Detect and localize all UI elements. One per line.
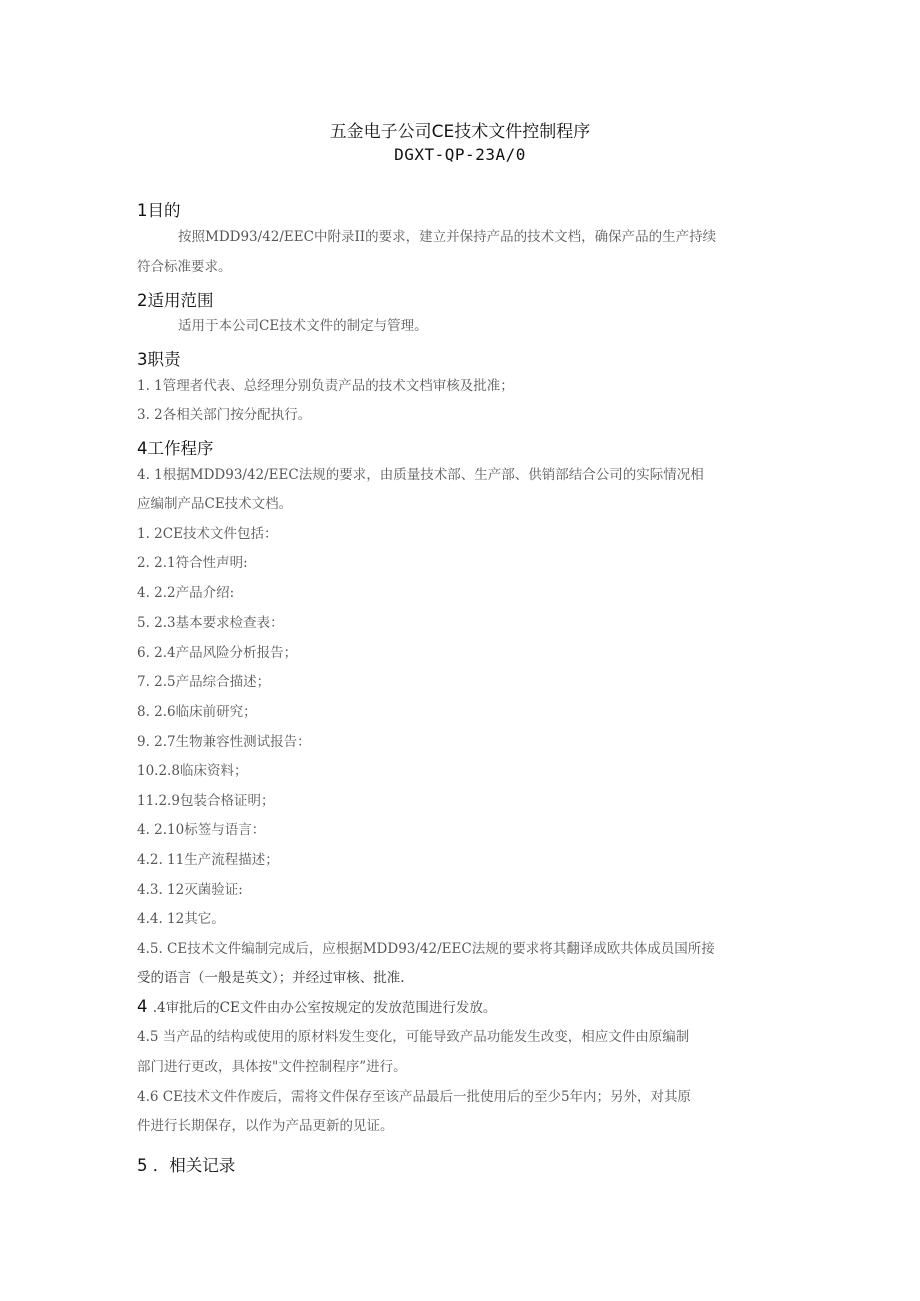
section-4-line: 7. 2.5产品综合描述； <box>137 674 271 690</box>
document-code: DGXT-QP-23A/0 <box>394 145 526 164</box>
section-4-line: 4. 2.2产品介绍: <box>137 585 235 601</box>
section-4-line: 8. 2.6临床前研究； <box>137 704 257 720</box>
section-1-heading: 1目的 <box>137 201 181 220</box>
section-4-line: 10.2.8临床资料； <box>137 763 248 779</box>
section-4-line: 受的语言（一般是英文）；并经过审核、批准. <box>137 970 405 986</box>
section-4-heading: 4工作程序 <box>137 439 214 458</box>
section-4-line: 应编制产品CE技术文档。 <box>137 496 293 512</box>
section-4-line: 9. 2.7生物兼容性测试报告： <box>137 734 311 750</box>
section-4-line: 2. 2.1符合性声明: <box>137 555 248 571</box>
section-4-line: 4.3. 12灭菌验证: <box>137 882 243 898</box>
section-3-line-2: 3. 2各相关部门按分配执行。 <box>137 407 312 423</box>
section-4-4-number: 4 <box>137 997 148 1016</box>
section-5-heading: 5 ．相关记录 <box>137 1156 236 1175</box>
document-title: 五金电子公司CE技术文件控制程序 <box>329 122 591 142</box>
section-4-line: 1. 2CE技术文件包括： <box>137 526 278 542</box>
section-4-line: 11.2.9包装合格证明； <box>137 793 275 809</box>
section-4-line: 4.2. 11生产流程描述； <box>137 852 279 868</box>
section-4-line: 部门进行更改，具体按"文件控制程序”进行。 <box>137 1059 407 1075</box>
section-3-line-1: 1. 1管理者代表、总经理分别负责产品的技术文档审核及批准； <box>137 378 514 394</box>
section-4-line: 4.5. CE技术文件编制完成后，应根据MDD93/42/EEC法规的要求将其翻译成欧共体成员国所接 <box>137 941 715 957</box>
section-4-line: 5. 2.3基本要求检查表： <box>137 615 284 631</box>
section-4-4-line <box>137 996 496 1016</box>
section-4-line: 件进行长期保存，以作为产品更新的见证。 <box>137 1118 394 1134</box>
section-4-line: 4.5 当产品的结构或使用的原材料发生变化，可能导致产品功能发生改变，相应文件由原编制 <box>137 1029 690 1045</box>
section-1-line-2: 符合标准要求。 <box>137 259 232 275</box>
section-4-line: 4. 2.10标签与语言： <box>137 822 266 838</box>
section-4-line: 4.6 CE技术文件作废后，需将文件保存至该产品最后一批使用后的至少5年内；另外，对其原 <box>137 1089 692 1105</box>
section-2-line-1: 适用于本公司CE技术文件的制定与管理。 <box>178 318 428 334</box>
section-4-line: 4.4. 12其它。 <box>137 911 225 927</box>
section-4-line: 6. 2.4产品风险分析报告； <box>137 645 298 661</box>
section-4-line: 4. 1根据MDD93/42/EEC法规的要求，由质量技术部、生产部、供销部结合公司的实际情况相 <box>137 467 704 483</box>
section-1-line-1: 按照MDD93/42/EEC中附录II的要求，建立并保持产品的技术文档，确保产品的生产持续 <box>178 229 717 245</box>
section-3-heading: 3职责 <box>137 350 181 369</box>
section-2-heading: 2适用范围 <box>137 291 214 310</box>
section-4-4-text: .4审批后的CE文件由办公室按规定的发放范围进行发放。 <box>152 1000 497 1016</box>
